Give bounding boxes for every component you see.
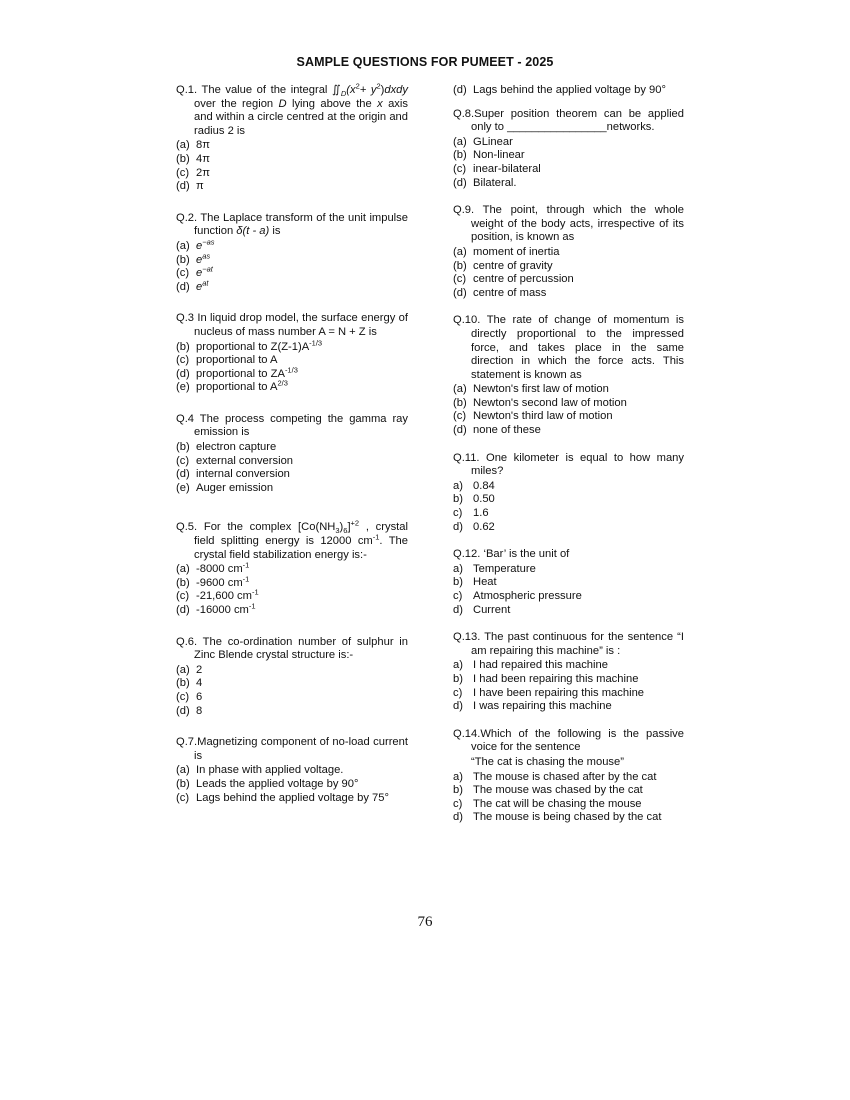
option: (b) -9600 $cm^{-1}$	[176, 574, 250, 589]
question-stem: Q.10. The rate of change of momentum is directly proportional to the impressed force, and takes place in the same direction in which the force acts. This statement is known as	[453, 314, 684, 381]
page-title: SAMPLE QUESTIONS FOR PUMEET - 2025	[296, 55, 554, 69]
right-column	[453, 84, 684, 843]
question-1	[176, 81, 408, 194]
option: (a) $e^{-as}$	[176, 237, 215, 252]
option: (a) GLinear	[453, 135, 513, 148]
option: (c) centre of percussion	[453, 273, 574, 286]
option: (d) Bilateral.	[453, 176, 517, 189]
question-7-continued	[453, 84, 684, 98]
question-stem: Q.12. ‘Bar’ is the unit of	[453, 548, 570, 561]
option: (a) -8000 $cm^{-1}$	[176, 560, 250, 576]
option: (c) proportional to A	[176, 354, 278, 367]
option: (d) internal conversion	[176, 468, 290, 481]
option: (d) centre of mass	[453, 286, 547, 299]
question-7	[176, 736, 408, 805]
question-stem: Q.8.Super position theorem can be applied only to ________________networks.	[453, 107, 684, 134]
option: (c) -21,600 $cm^{-1}$	[176, 587, 259, 603]
option: (b) proportional to $Z(Z-1)A^{-1/3}$	[176, 337, 323, 353]
option: (a) 2	[176, 663, 203, 676]
option: (c) 2π	[176, 166, 210, 179]
option: (c) Lags behind the applied voltage by 75°	[176, 791, 389, 804]
option: c) The cat will be chasing the mouse	[453, 797, 642, 810]
question-stem: Q.4 The process competing the gamma ray emission is	[176, 412, 408, 439]
option: (d) $e^{at}$	[176, 277, 209, 293]
option: (d) 8	[176, 704, 203, 717]
integral-symbol: ∬	[331, 84, 341, 96]
option: a) The mouse is chased after by the cat	[453, 770, 657, 783]
option: d) Current	[453, 603, 511, 616]
question-stem: Q.3 In liquid drop model, the surface energy of nucleus of mass number A = N + Z is	[176, 312, 408, 338]
option: d) The mouse is being chased by the cat	[453, 811, 662, 824]
question-quote: “The cat is chasing the mouse”	[471, 755, 624, 768]
question-stem: Q.13. The past continuous for the sentence “I am repairing this machine” is :	[453, 631, 684, 657]
option: (d) -16000 $cm^{-1}$	[176, 601, 256, 616]
option: (c) inear-bilateral	[453, 162, 541, 175]
question-stem: Q.14.Which of the following is the passive voice for the sentence	[453, 727, 684, 754]
option: b) I had been repairing this machine	[453, 672, 639, 685]
option: (b) Non-linear	[453, 149, 525, 162]
option: (c) Newton's third law of motion	[453, 410, 613, 423]
question-11	[453, 452, 684, 535]
option: d) 0.62	[453, 520, 495, 533]
option: (b) 4π	[176, 152, 210, 165]
option: (d) proportional to $ZA^{-1/3}$	[176, 364, 298, 380]
option: c) Atmospheric pressure	[453, 590, 582, 602]
question-4	[176, 413, 408, 496]
question-stem: Q.1. The value of the integral $∬_D(x^2+$ $y^2)dxdy$ over the region D lying above the x axis and within a circle centred at the origin and radius 2 is	[176, 81, 408, 137]
option: (a) Newton's first law of motion	[453, 383, 609, 396]
option: (a) moment of inertia	[453, 245, 560, 258]
option: (b) electron capture	[176, 441, 277, 454]
question-stem: Q.7.Magnetizing component of no-load current is	[176, 736, 408, 762]
question-13	[453, 631, 684, 714]
option: (c) external conversion	[176, 454, 294, 467]
question-stem: Q.9. The point, through which the whole weight of the body acts, irrespective of its position, is known as	[453, 204, 684, 244]
question-9	[453, 204, 684, 300]
option: b) 0.50	[453, 493, 495, 506]
option: (e) Auger emission	[176, 481, 274, 494]
page-number: 76	[417, 914, 433, 930]
question-stem: Q.2. The Laplace transform of the unit impulse function δ(t - a) is	[176, 211, 408, 238]
question-stem: Q.5. For the complex $[Co(NH_3)_6]^{+2}$ , crystal field splitting energy is 12000 $cm^{-1}$. The crystal field stabilization energy is:-	[176, 518, 409, 561]
question-stem: Q.6. The co-ordination number of sulphur in Zinc Blende crystal structure is:-	[176, 635, 408, 662]
option: (b) 4	[176, 677, 203, 690]
question-8	[453, 108, 684, 191]
option: (a) 8π	[176, 139, 210, 152]
question-6	[176, 636, 408, 719]
option: b) The mouse was chased by the cat	[453, 784, 643, 797]
option: (c) 6	[176, 690, 203, 703]
question-stem: Q.11. One kilometer is equal to how many miles?	[453, 451, 684, 478]
option: a) I had repaired this machine	[453, 659, 608, 672]
question-10	[453, 314, 684, 437]
question-2	[176, 212, 408, 295]
option: (d) none of these	[453, 424, 541, 437]
option: (b) centre of gravity	[453, 259, 553, 272]
option: (d) π	[176, 180, 204, 193]
question-12	[453, 548, 684, 617]
option: a) 0.84	[453, 479, 495, 492]
option: a) Temperature	[453, 562, 536, 575]
option: (a) In phase with applied voltage.	[176, 764, 344, 777]
option: (b) $e^{as}$	[176, 250, 211, 266]
question-14	[453, 728, 684, 825]
question-5	[176, 518, 409, 617]
option: d) I was repairing this machine	[453, 700, 612, 713]
option: c) 1.6	[453, 507, 489, 520]
option: (e) proportional to $A^{2/3}$	[176, 378, 288, 394]
question-3	[176, 312, 408, 395]
option: (c) $e^{-at}$	[176, 264, 213, 280]
option: c) I have been repairing this machine	[453, 686, 645, 699]
option: b) Heat	[453, 576, 497, 589]
option: (b) Leads the applied voltage by 90°	[176, 777, 359, 790]
option: (b) Newton's second law of motion	[453, 396, 627, 409]
option: (d) Lags behind the applied voltage by 90°	[453, 84, 666, 96]
left-column	[176, 81, 409, 823]
